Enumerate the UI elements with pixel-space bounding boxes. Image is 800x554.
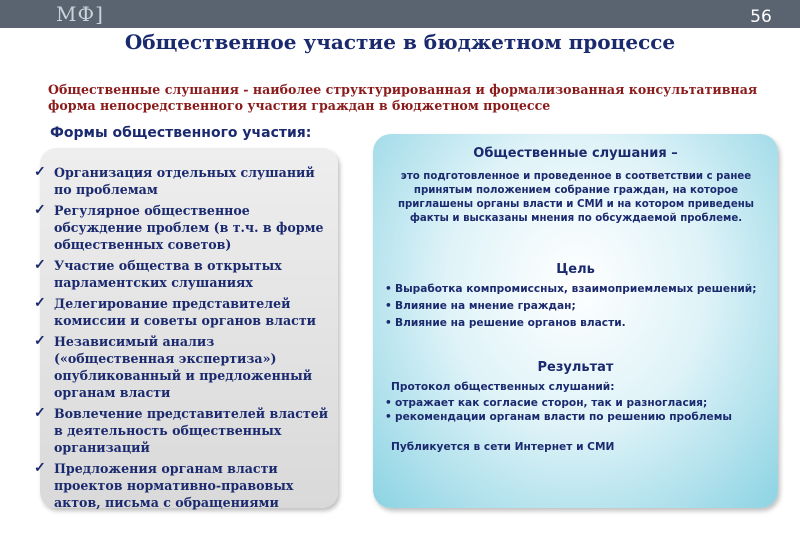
list-item: • отражает как согласие сторон, так и разногласия; [385, 397, 708, 409]
hearings-definition: это подготовленное и проведенное в соответствии с ранее принятым положением собрание граждан, на которое приглашены органы власти и СМИ и на котором приведены факты и высказаны мнения по обсуждаемой проблеме. [397, 171, 755, 224]
list-item: • Влияние на мнение граждан; [385, 300, 576, 312]
forms-list [34, 164, 334, 515]
slide-number: 56 [750, 7, 772, 27]
checkmark-icon: ✓ [34, 164, 46, 180]
checkmark-icon: ✓ [34, 460, 46, 476]
list-item: ✓ Делегирование представителей комиссии и советы органов власти [34, 295, 316, 328]
list-item: ✓ Вовлечение представителей властей в деятельность общественных организаций [34, 405, 329, 455]
slide-title: Общественное участие в бюджетном процессе [124, 30, 676, 54]
bullet-icon: • [385, 397, 392, 409]
list-item: ✓ Участие общества в открытых парламентских слушаниях [34, 257, 282, 290]
hearings-panel [373, 134, 778, 508]
bullet-icon: • [385, 283, 392, 295]
checkmark-icon: ✓ [34, 295, 46, 311]
checkmark-icon: ✓ [34, 333, 46, 349]
list-item: • рекомендации органам власти по решению проблемы [385, 411, 732, 423]
result-heading: Результат [537, 360, 614, 375]
list-item: ✓ Предложения органам власти проектов нормативно-правовых актов, письма с обращениями [34, 460, 294, 510]
bullet-icon: • [385, 317, 392, 329]
list-item: ✓ Регулярное общественное обсуждение проблем (в т.ч. в форме общественных советов) [34, 202, 324, 252]
bullet-icon: • [385, 411, 392, 423]
result-list [385, 396, 770, 424]
checkmark-icon: ✓ [34, 405, 46, 421]
top-bar [0, 0, 800, 28]
publish-note: Публикуется в сети Интернет и СМИ [391, 441, 615, 453]
checkmark-icon: ✓ [34, 257, 46, 273]
logo: МФ] [56, 2, 104, 26]
list-item: ✓ Независимый анализ («общественная экспертиза») опубликованный и предложенный органам власти [34, 333, 313, 400]
result-intro: Протокол общественных слушаний: [391, 381, 615, 393]
goal-list [385, 282, 770, 330]
hearings-heading: Общественные слушания – [473, 146, 678, 161]
list-item: • Выработка компромиссных, взаимоприемлемых решений; [385, 283, 757, 295]
list-item: ✓ Организация отдельных слушаний по проблемам [34, 164, 315, 197]
slide-subtitle: Общественные слушания - наиболее структурированная и формализованная консультативная форма непосредственного участия граждан в бюджетном процессе [48, 82, 758, 113]
goal-heading: Цель [556, 262, 595, 277]
checkmark-icon: ✓ [34, 202, 46, 218]
bullet-icon: • [385, 300, 392, 312]
forms-heading: Формы общественного участия: [50, 125, 312, 141]
list-item: • Влияние на решение органов власти. [385, 317, 626, 329]
